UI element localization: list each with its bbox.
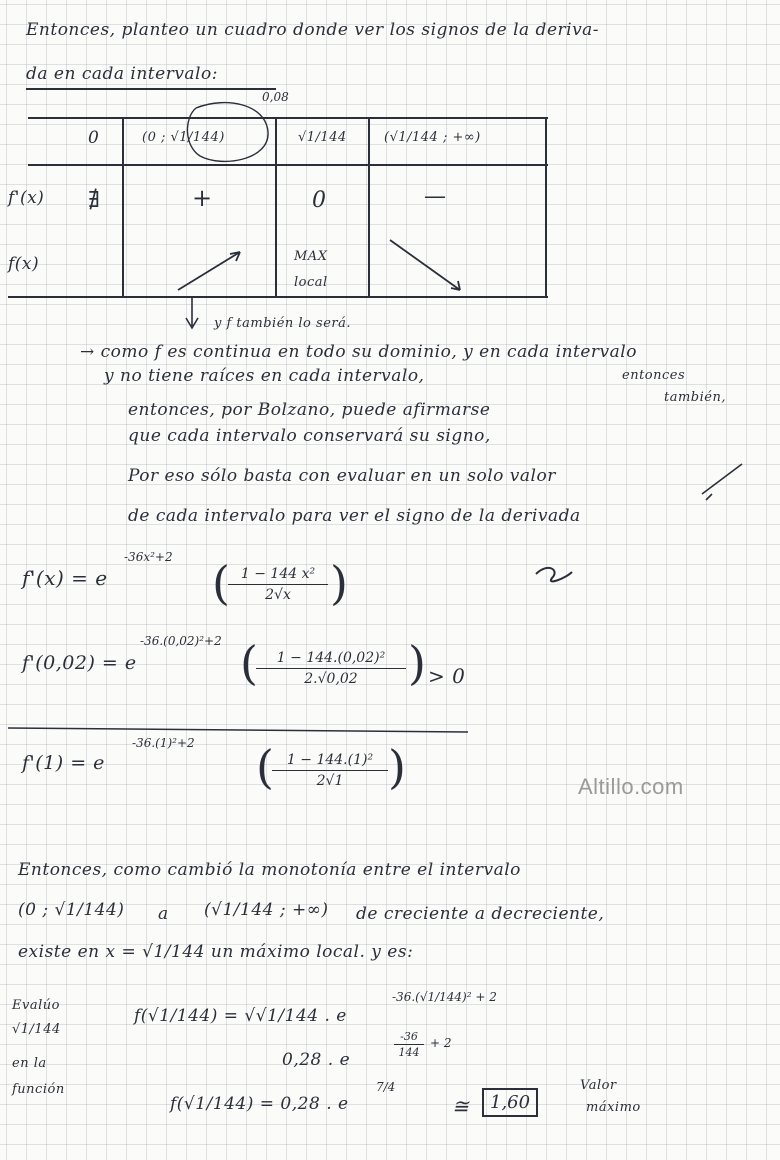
down-arrow — [186, 298, 198, 328]
formula-3-bar — [272, 770, 388, 771]
eval-approx-symbol: ≅ — [452, 1094, 470, 1118]
decreasing-arrow — [390, 240, 460, 290]
formula-1-numerator: 1 − 144 x² — [240, 566, 316, 582]
formula-1-denominator: 2√x — [265, 587, 291, 603]
eval-side-1: Evalúo — [12, 998, 60, 1013]
conclusion-word-a: a — [158, 904, 169, 924]
eval-line-2: 0,28 . e — [282, 1050, 351, 1070]
eval-line-2-exp-den: 144 — [398, 1046, 420, 1059]
watermark: Altillo.com — [578, 774, 684, 799]
formula-2-bar — [256, 668, 406, 669]
formula-1-exponent: -36x²+2 — [124, 550, 173, 564]
table-note: y f también lo será. — [214, 316, 351, 331]
table-header-0: 0 — [88, 128, 100, 148]
table-row-label-function: f(x) — [8, 254, 40, 274]
eval-line-2-exp-bar — [394, 1044, 424, 1045]
eval-line-2-exp-fraction — [394, 1030, 424, 1059]
formula-3-lhs: f'(1) = e — [22, 752, 105, 774]
reasoning-line-3: entonces, por Bolzano, puede afirmarse — [128, 400, 491, 420]
reasoning-line-6: de cada intervalo para ver el signo de la derivada — [128, 506, 581, 526]
formula-3-denominator: 2√1 — [316, 773, 344, 789]
table-cell-max-local: MAX local — [294, 249, 328, 290]
formula-2-denominator: 2.√0,02 — [304, 671, 358, 687]
result-label-2: máximo — [586, 1100, 641, 1115]
table-cell-d-1: + — [192, 184, 213, 212]
formula-2-result: > 0 — [428, 664, 466, 688]
formula-1-bar — [228, 584, 328, 585]
reasoning-line-2: y no tiene raíces en cada intervalo, — [104, 366, 425, 386]
eval-line-3: f(√1/144) = 0,28 . e — [170, 1094, 349, 1114]
intro-line-2: da en cada intervalo: — [26, 64, 218, 84]
conclusion-interval-1: (0 ; √1/144) — [18, 900, 125, 920]
reasoning-line-1: → como f es continua en todo su dominio, y en cada intervalo — [80, 342, 637, 362]
formula-3-fraction — [272, 752, 388, 789]
formula-2-exponent: -36.(0,02)²+2 — [140, 634, 222, 648]
formula-1-fraction — [228, 566, 328, 603]
conclusion-interval-2: (√1/144 ; +∞) — [204, 900, 329, 920]
eval-line-1: f(√1/144) = √√1/144 . e — [134, 1006, 347, 1026]
table-header-2: √1/144 — [298, 130, 347, 145]
reasoning-line-2b: entonces — [622, 368, 686, 383]
formula-2-numerator: 1 − 144.(0,02)² — [276, 650, 386, 666]
formula-1-rparen: ) — [330, 556, 348, 610]
table-annotation: 0,08 — [262, 90, 289, 104]
eval-side-4: función — [12, 1082, 65, 1097]
scribble — [536, 568, 572, 581]
formula-3-rparen: ) — [388, 740, 406, 794]
table-cell-d-3: — — [424, 184, 447, 209]
table-header-3: (√1/144 ; +∞) — [384, 130, 481, 145]
formula-2-lhs: f'(0,02) = e — [22, 652, 137, 674]
result-box: 1,60 — [482, 1088, 538, 1117]
formula-2-fraction — [256, 650, 406, 687]
eval-line-3-exponent: 7/4 — [376, 1080, 396, 1094]
checkmark — [702, 464, 742, 500]
formula-2-lparen: ( — [240, 636, 258, 690]
eval-line-1-exponent: -36.(√1/144)² + 2 — [392, 990, 497, 1004]
formula-1-lhs: f'(x) = e — [22, 566, 108, 590]
result-label-1: Valor — [580, 1078, 617, 1093]
eval-line-2-exp-num: -36 — [400, 1030, 418, 1043]
reasoning-line-4: que cada intervalo conservará su signo, — [128, 426, 491, 446]
conclusion-line-3: existe en x = √1/144 un máximo local. y es: — [18, 942, 414, 962]
formula-2-rparen: ) — [408, 636, 426, 690]
eval-side-2: √1/144 — [12, 1022, 61, 1037]
formula-3-exponent: -36.(1)²+2 — [132, 736, 195, 750]
formula-3-lparen: ( — [256, 740, 274, 794]
reasoning-line-2c: también, — [664, 390, 726, 405]
formula-3-numerator: 1 − 144.(1)² — [286, 752, 374, 768]
table-cell-d-2: 0 — [312, 188, 327, 213]
reasoning-line-5: Por eso sólo basta con evaluar en un solo valor — [128, 466, 556, 486]
increasing-arrow — [178, 252, 240, 290]
table-cell-d-0: ∄ — [88, 188, 101, 213]
table-row-label-derivative: f'(x) — [8, 188, 45, 208]
table-header-1: (0 ; √1/144) — [142, 130, 225, 145]
section-rule — [8, 728, 468, 732]
formula-1-lparen: ( — [212, 556, 230, 610]
header-circle — [187, 103, 268, 162]
eval-side-3: en la — [12, 1056, 47, 1071]
conclusion-monotony: de creciente a decreciente, — [356, 904, 605, 924]
eval-line-2-exp-tail: + 2 — [430, 1036, 452, 1050]
conclusion-line-1: Entonces, como cambió la monotonía entre el intervalo — [18, 860, 521, 880]
intro-line-1: Entonces, planteo un cuadro donde ver los signos de la deriva- — [26, 20, 600, 40]
